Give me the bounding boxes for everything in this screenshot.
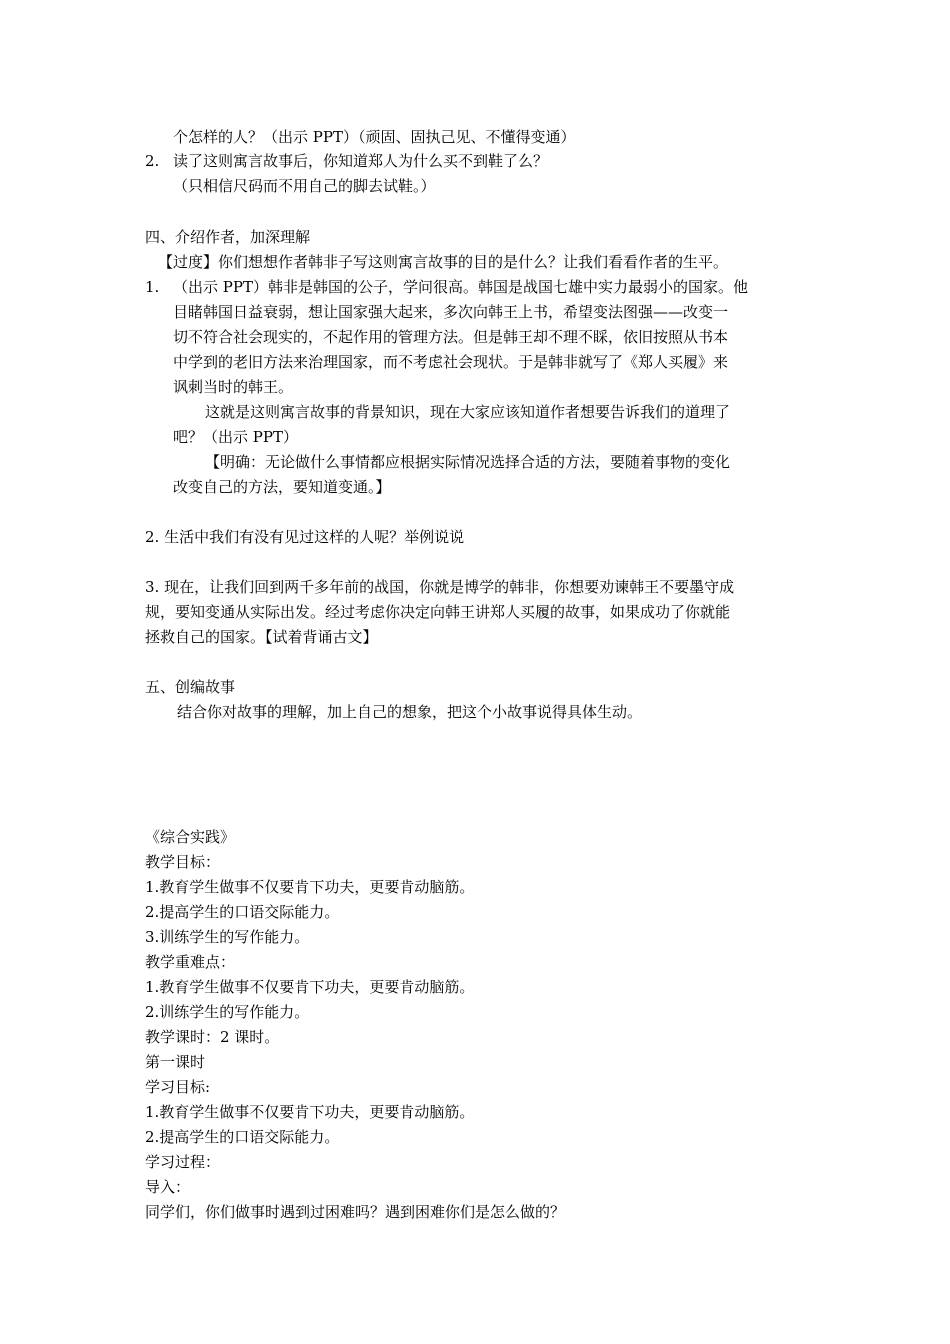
paragraph-line: 讽刺当时的韩王。: [173, 378, 294, 396]
paragraph-line: 这就是这则寓言故事的背景知识，现在大家应该知道作者想要告诉我们的道理了: [205, 403, 731, 421]
list-number: 2.: [145, 152, 160, 170]
paragraph-line: 规，要知变通从实际出发。经过考虑你决定向韩王讲郑人买履的故事，如果成功了你就能: [145, 603, 731, 621]
transition-text: 【过度】你们想想作者韩非子写这则寓言故事的目的是什么？让我们看看作者的生平。: [158, 253, 729, 271]
conclusion-line: 【明确：无论做什么事情都应根据实际情况选择合适的方法，要随着事物的变化: [205, 453, 731, 471]
practice-line: 1.教育学生做事不仅要肯下功夫，更要肯动脑筋。: [145, 978, 475, 996]
practice-title: 《综合实践》: [145, 828, 236, 846]
paragraph-line: 2. 生活中我们有没有见过这样的人呢？举例说说: [145, 528, 465, 546]
answer-text: （只相信尺码而不用自己的脚去试鞋。）: [173, 177, 436, 195]
practice-line: 第一课时: [145, 1053, 206, 1071]
question-text: 读了这则寓言故事后，你知道郑人为什么买不到鞋了么？: [173, 152, 549, 170]
paragraph-line: 结合你对故事的理解，加上自己的想象，把这个小故事说得具体生动。: [177, 703, 643, 721]
practice-line: 1.教育学生做事不仅要肯下功夫，更要肯动脑筋。: [145, 1103, 475, 1121]
section-heading: 四、介绍作者，加深理解: [145, 228, 311, 246]
practice-line: 学习过程：: [145, 1153, 221, 1171]
practice-line: 同学们，你们做事时遇到过困难吗？遇到困难你们是怎么做的？: [145, 1203, 566, 1221]
paragraph-line: 目睹韩国日益衰弱，想让国家强大起来，多次向韩王上书，希望变法图强——改变一: [173, 303, 729, 321]
paragraph-line: （出示 PPT）韩非是韩国的公子，学问很高。韩国是战国七雄中实力最弱小的国家。他: [173, 278, 748, 296]
practice-line: 教学重难点：: [145, 953, 236, 971]
list-number: 1.: [145, 278, 160, 296]
paragraph-line: 切不符合社会现实的，不起作用的管理方法。但是韩王却不理不睬，依旧按照从书本: [173, 328, 729, 346]
paragraph-line: 吧？（出示 PPT）: [173, 428, 298, 446]
practice-line: 导入：: [145, 1178, 191, 1196]
practice-line: 1.教育学生做事不仅要肯下功夫，更要肯动脑筋。: [145, 878, 475, 896]
paragraph-line: 3. 现在，让我们回到两千多年前的战国，你就是博学的韩非，你想要劝谏韩王不要墨守成: [145, 578, 735, 596]
paragraph-line: 中学到的老旧方法来治理国家，而不考虑社会现状。于是韩非就写了《郑人买履》来: [173, 353, 729, 371]
paragraph-line: 拯救自己的国家。【试着背诵古文】: [145, 628, 378, 646]
practice-line: 2.训练学生的写作能力。: [145, 1003, 310, 1021]
practice-line: 2.提高学生的口语交际能力。: [145, 903, 340, 921]
conclusion-line: 改变自己的方法，要知道变通。】: [173, 478, 391, 496]
practice-line: 3.训练学生的写作能力。: [145, 928, 310, 946]
practice-line: 教学目标：: [145, 853, 221, 871]
practice-line: 学习目标:: [145, 1078, 211, 1096]
practice-line: 教学课时：2 课时。: [145, 1028, 280, 1046]
practice-line: 2.提高学生的口语交际能力。: [145, 1128, 340, 1146]
text-line: 个怎样的人？（出示 PPT）（顽固、固执己见、不懂得变通）: [173, 128, 576, 146]
section-heading: 五、创编故事: [145, 678, 236, 696]
